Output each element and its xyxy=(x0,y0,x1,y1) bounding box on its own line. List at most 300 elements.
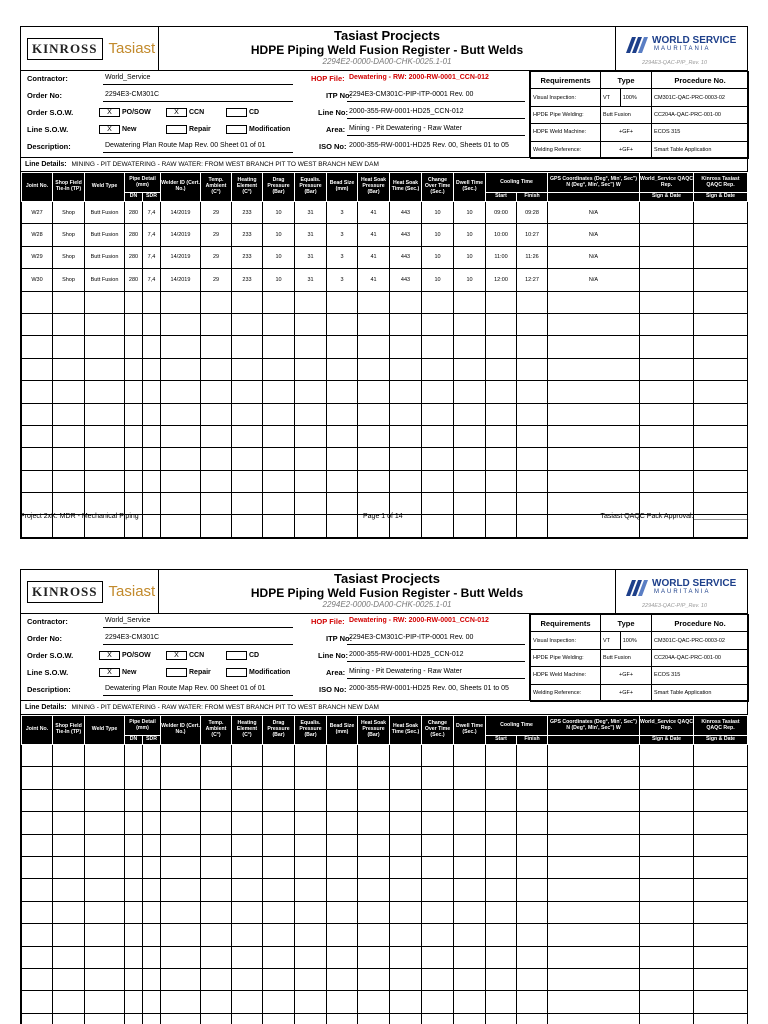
table-cell[interactable] xyxy=(232,901,263,923)
table-cell[interactable] xyxy=(454,856,486,878)
table-cell[interactable] xyxy=(517,968,548,990)
table-cell[interactable] xyxy=(548,470,640,492)
table-cell[interactable] xyxy=(85,470,125,492)
table-cell[interactable] xyxy=(201,946,232,968)
table-cell[interactable] xyxy=(390,470,422,492)
table-cell[interactable] xyxy=(232,946,263,968)
table-cell[interactable] xyxy=(53,879,85,901)
table-cell[interactable] xyxy=(640,425,694,447)
table-cell[interactable] xyxy=(53,856,85,878)
table-cell[interactable] xyxy=(454,901,486,923)
table-cell[interactable] xyxy=(548,493,640,515)
table-cell[interactable] xyxy=(390,968,422,990)
table-cell[interactable] xyxy=(85,381,125,403)
table-cell[interactable] xyxy=(358,856,390,878)
table-cell[interactable] xyxy=(640,789,694,811)
table-cell[interactable] xyxy=(263,470,295,492)
table-cell[interactable] xyxy=(125,291,143,313)
table-cell[interactable] xyxy=(358,381,390,403)
table-cell[interactable] xyxy=(694,381,748,403)
table-cell[interactable] xyxy=(694,493,748,515)
table-cell[interactable] xyxy=(85,745,125,767)
table-cell[interactable] xyxy=(390,789,422,811)
table-cell[interactable]: 41 xyxy=(358,246,390,268)
table-cell[interactable] xyxy=(22,403,53,425)
ccn-checkbox[interactable]: X xyxy=(166,651,187,660)
table-cell[interactable] xyxy=(390,924,422,946)
table-cell[interactable] xyxy=(454,968,486,990)
table-cell[interactable] xyxy=(327,493,358,515)
modification-checkbox[interactable] xyxy=(226,668,247,677)
table-cell[interactable] xyxy=(694,856,748,878)
table-cell[interactable] xyxy=(53,745,85,767)
table-cell[interactable] xyxy=(143,493,161,515)
table-cell[interactable] xyxy=(201,924,232,946)
table-cell[interactable] xyxy=(295,789,327,811)
table-cell[interactable] xyxy=(125,856,143,878)
table-cell[interactable] xyxy=(85,767,125,789)
table-cell[interactable] xyxy=(263,924,295,946)
table-cell[interactable] xyxy=(486,381,517,403)
table-cell[interactable] xyxy=(125,834,143,856)
table-cell[interactable] xyxy=(161,879,201,901)
table-cell[interactable] xyxy=(143,425,161,447)
table-cell[interactable] xyxy=(85,991,125,1013)
table-cell[interactable] xyxy=(640,879,694,901)
table-cell[interactable] xyxy=(143,336,161,358)
table-cell[interactable]: 443 xyxy=(390,246,422,268)
table-cell[interactable] xyxy=(295,470,327,492)
table-cell[interactable] xyxy=(201,812,232,834)
table-cell[interactable] xyxy=(85,924,125,946)
table-cell[interactable] xyxy=(390,403,422,425)
table-cell[interactable] xyxy=(486,403,517,425)
table-cell[interactable] xyxy=(22,336,53,358)
table-cell[interactable] xyxy=(85,879,125,901)
table-cell[interactable] xyxy=(694,336,748,358)
table-cell[interactable] xyxy=(327,1013,358,1024)
table-cell[interactable] xyxy=(694,448,748,470)
table-cell[interactable] xyxy=(201,968,232,990)
table-cell[interactable] xyxy=(53,291,85,313)
table-cell[interactable] xyxy=(22,1013,53,1024)
table-cell[interactable] xyxy=(390,879,422,901)
table-cell[interactable] xyxy=(548,448,640,470)
table-cell[interactable] xyxy=(694,879,748,901)
table-cell[interactable] xyxy=(263,1013,295,1024)
table-cell[interactable] xyxy=(53,946,85,968)
table-cell[interactable] xyxy=(486,812,517,834)
table-cell[interactable]: 10 xyxy=(454,269,486,291)
table-cell[interactable] xyxy=(454,812,486,834)
table-cell[interactable] xyxy=(640,224,694,246)
table-cell[interactable] xyxy=(517,812,548,834)
table-cell[interactable] xyxy=(454,313,486,335)
table-cell[interactable] xyxy=(422,493,454,515)
table-cell[interactable] xyxy=(232,291,263,313)
table-cell[interactable] xyxy=(53,313,85,335)
table-cell[interactable] xyxy=(143,879,161,901)
table-cell[interactable] xyxy=(263,291,295,313)
table-cell[interactable] xyxy=(295,901,327,923)
table-cell[interactable] xyxy=(486,767,517,789)
table-cell[interactable]: 11:00 xyxy=(486,246,517,268)
table-cell[interactable] xyxy=(486,901,517,923)
table-cell[interactable] xyxy=(263,789,295,811)
table-cell[interactable]: 443 xyxy=(390,202,422,224)
table-cell[interactable]: 443 xyxy=(390,224,422,246)
table-cell[interactable] xyxy=(454,358,486,380)
table-cell[interactable] xyxy=(125,991,143,1013)
table-cell[interactable] xyxy=(640,493,694,515)
table-cell[interactable] xyxy=(161,448,201,470)
table-cell[interactable] xyxy=(161,336,201,358)
table-cell[interactable] xyxy=(161,991,201,1013)
table-cell[interactable] xyxy=(143,470,161,492)
table-cell[interactable]: 14/2019 xyxy=(161,246,201,268)
table-cell[interactable] xyxy=(85,336,125,358)
table-cell[interactable] xyxy=(53,924,85,946)
table-cell[interactable] xyxy=(53,448,85,470)
table-cell[interactable]: 31 xyxy=(295,246,327,268)
table-cell[interactable] xyxy=(486,991,517,1013)
table-cell[interactable] xyxy=(694,269,748,291)
table-cell[interactable] xyxy=(640,381,694,403)
table-cell[interactable] xyxy=(422,313,454,335)
table-cell[interactable] xyxy=(486,745,517,767)
table-cell[interactable] xyxy=(22,856,53,878)
table-cell[interactable] xyxy=(422,789,454,811)
table-cell[interactable] xyxy=(85,291,125,313)
table-cell[interactable] xyxy=(454,470,486,492)
table-cell[interactable] xyxy=(22,924,53,946)
table-cell[interactable] xyxy=(390,425,422,447)
table-cell[interactable] xyxy=(486,789,517,811)
table-cell[interactable] xyxy=(22,470,53,492)
table-cell[interactable]: Shop xyxy=(53,202,85,224)
table-cell[interactable] xyxy=(517,313,548,335)
table-cell[interactable] xyxy=(143,901,161,923)
table-cell[interactable] xyxy=(85,812,125,834)
table-cell[interactable] xyxy=(517,834,548,856)
table-cell[interactable]: 10 xyxy=(454,224,486,246)
table-cell[interactable] xyxy=(85,946,125,968)
table-cell[interactable] xyxy=(422,515,454,537)
table-cell[interactable] xyxy=(295,381,327,403)
table-cell[interactable] xyxy=(53,470,85,492)
table-cell[interactable] xyxy=(422,924,454,946)
table-cell[interactable] xyxy=(143,789,161,811)
table-cell[interactable] xyxy=(232,968,263,990)
table-cell[interactable] xyxy=(22,946,53,968)
table-cell[interactable] xyxy=(640,924,694,946)
table-cell[interactable] xyxy=(454,991,486,1013)
table-cell[interactable]: 10:27 xyxy=(517,224,548,246)
table-cell[interactable] xyxy=(22,901,53,923)
table-cell[interactable] xyxy=(161,789,201,811)
table-cell[interactable] xyxy=(548,358,640,380)
table-cell[interactable] xyxy=(143,403,161,425)
table-cell[interactable] xyxy=(358,358,390,380)
table-cell[interactable] xyxy=(143,946,161,968)
table-cell[interactable] xyxy=(548,313,640,335)
table-cell[interactable] xyxy=(548,834,640,856)
table-cell[interactable]: 29 xyxy=(201,202,232,224)
table-cell[interactable] xyxy=(486,834,517,856)
table-cell[interactable] xyxy=(263,879,295,901)
table-cell[interactable] xyxy=(640,834,694,856)
table-cell[interactable] xyxy=(143,767,161,789)
table-cell[interactable]: 233 xyxy=(232,246,263,268)
table-cell[interactable] xyxy=(694,924,748,946)
table-cell[interactable] xyxy=(454,879,486,901)
table-cell[interactable] xyxy=(161,924,201,946)
table-cell[interactable] xyxy=(640,946,694,968)
table-cell[interactable] xyxy=(640,812,694,834)
table-cell[interactable]: N/A xyxy=(548,224,640,246)
table-cell[interactable] xyxy=(125,493,143,515)
table-cell[interactable] xyxy=(454,291,486,313)
table-cell[interactable] xyxy=(517,789,548,811)
table-cell[interactable] xyxy=(454,745,486,767)
table-cell[interactable] xyxy=(390,1013,422,1024)
table-cell[interactable] xyxy=(232,767,263,789)
table-cell[interactable] xyxy=(640,1013,694,1024)
table-cell[interactable] xyxy=(22,789,53,811)
table-cell[interactable] xyxy=(486,313,517,335)
repair-checkbox[interactable] xyxy=(166,125,187,134)
table-cell[interactable] xyxy=(53,493,85,515)
table-cell[interactable]: 12:27 xyxy=(517,269,548,291)
table-cell[interactable] xyxy=(486,856,517,878)
table-cell[interactable] xyxy=(327,879,358,901)
table-cell[interactable]: Butt Fusion xyxy=(85,269,125,291)
table-cell[interactable] xyxy=(201,1013,232,1024)
table-cell[interactable] xyxy=(548,789,640,811)
table-cell[interactable] xyxy=(454,448,486,470)
table-cell[interactable] xyxy=(694,745,748,767)
table-cell[interactable] xyxy=(548,425,640,447)
table-cell[interactable] xyxy=(486,1013,517,1024)
table-cell[interactable]: 3 xyxy=(327,269,358,291)
table-cell[interactable] xyxy=(358,789,390,811)
table-cell[interactable] xyxy=(358,493,390,515)
table-cell[interactable]: 10 xyxy=(422,202,454,224)
table-cell[interactable] xyxy=(263,901,295,923)
table-cell[interactable] xyxy=(295,812,327,834)
table-cell[interactable]: 233 xyxy=(232,269,263,291)
table-cell[interactable] xyxy=(161,358,201,380)
table-cell[interactable] xyxy=(161,767,201,789)
table-cell[interactable] xyxy=(358,946,390,968)
table-cell[interactable]: 280 xyxy=(125,202,143,224)
table-cell[interactable] xyxy=(125,879,143,901)
table-cell[interactable] xyxy=(422,991,454,1013)
table-cell[interactable]: Butt Fusion xyxy=(85,202,125,224)
table-cell[interactable] xyxy=(390,767,422,789)
table-cell[interactable] xyxy=(454,1013,486,1024)
table-cell[interactable] xyxy=(232,425,263,447)
table-cell[interactable] xyxy=(125,812,143,834)
table-cell[interactable]: 09:28 xyxy=(517,202,548,224)
table-cell[interactable]: Butt Fusion xyxy=(85,246,125,268)
table-cell[interactable] xyxy=(358,834,390,856)
table-cell[interactable] xyxy=(548,901,640,923)
table-cell[interactable] xyxy=(640,202,694,224)
table-cell[interactable] xyxy=(263,515,295,537)
table-cell[interactable] xyxy=(358,879,390,901)
table-cell[interactable] xyxy=(22,425,53,447)
table-cell[interactable] xyxy=(390,358,422,380)
table-cell[interactable]: 7,4 xyxy=(143,202,161,224)
table-cell[interactable]: 11:26 xyxy=(517,246,548,268)
table-cell[interactable] xyxy=(22,745,53,767)
table-cell[interactable] xyxy=(53,358,85,380)
table-cell[interactable] xyxy=(161,515,201,537)
table-cell[interactable] xyxy=(125,924,143,946)
table-cell[interactable] xyxy=(143,313,161,335)
table-cell[interactable] xyxy=(454,515,486,537)
table-cell[interactable] xyxy=(694,789,748,811)
table-cell[interactable] xyxy=(358,901,390,923)
table-cell[interactable] xyxy=(232,336,263,358)
table-cell[interactable] xyxy=(694,224,748,246)
table-cell[interactable] xyxy=(125,1013,143,1024)
table-cell[interactable] xyxy=(640,358,694,380)
table-cell[interactable]: W27 xyxy=(22,202,53,224)
table-cell[interactable] xyxy=(422,358,454,380)
table-cell[interactable] xyxy=(161,946,201,968)
table-cell[interactable] xyxy=(390,834,422,856)
table-cell[interactable] xyxy=(263,968,295,990)
table-cell[interactable] xyxy=(85,493,125,515)
table-cell[interactable]: 10 xyxy=(454,246,486,268)
table-cell[interactable] xyxy=(327,856,358,878)
table-cell[interactable] xyxy=(640,291,694,313)
table-cell[interactable] xyxy=(295,767,327,789)
table-cell[interactable] xyxy=(232,924,263,946)
table-cell[interactable]: N/A xyxy=(548,246,640,268)
table-cell[interactable] xyxy=(295,313,327,335)
table-cell[interactable]: 10:00 xyxy=(486,224,517,246)
table-cell[interactable]: 31 xyxy=(295,224,327,246)
table-cell[interactable] xyxy=(358,425,390,447)
table-cell[interactable] xyxy=(295,493,327,515)
table-cell[interactable] xyxy=(201,336,232,358)
table-cell[interactable] xyxy=(22,291,53,313)
table-cell[interactable] xyxy=(548,946,640,968)
table-cell[interactable]: W30 xyxy=(22,269,53,291)
table-cell[interactable] xyxy=(422,968,454,990)
table-cell[interactable] xyxy=(232,1013,263,1024)
table-cell[interactable] xyxy=(640,856,694,878)
table-cell[interactable]: 10 xyxy=(263,202,295,224)
table-cell[interactable] xyxy=(295,1013,327,1024)
table-cell[interactable] xyxy=(22,448,53,470)
table-cell[interactable] xyxy=(22,812,53,834)
table-cell[interactable] xyxy=(143,448,161,470)
table-cell[interactable] xyxy=(640,470,694,492)
table-cell[interactable] xyxy=(125,470,143,492)
table-cell[interactable] xyxy=(486,515,517,537)
table-cell[interactable] xyxy=(390,991,422,1013)
table-cell[interactable] xyxy=(232,381,263,403)
table-cell[interactable] xyxy=(85,1013,125,1024)
table-cell[interactable] xyxy=(201,291,232,313)
table-cell[interactable] xyxy=(201,745,232,767)
table-cell[interactable] xyxy=(517,515,548,537)
table-cell[interactable]: 3 xyxy=(327,246,358,268)
table-cell[interactable]: 7,4 xyxy=(143,246,161,268)
table-cell[interactable]: W29 xyxy=(22,246,53,268)
table-cell[interactable]: 14/2019 xyxy=(161,269,201,291)
table-cell[interactable] xyxy=(53,968,85,990)
table-cell[interactable] xyxy=(454,381,486,403)
table-cell[interactable] xyxy=(161,470,201,492)
new-checkbox[interactable]: X xyxy=(99,668,120,677)
table-cell[interactable] xyxy=(640,991,694,1013)
table-cell[interactable] xyxy=(143,291,161,313)
table-cell[interactable] xyxy=(486,879,517,901)
table-cell[interactable] xyxy=(143,834,161,856)
table-cell[interactable] xyxy=(143,856,161,878)
table-cell[interactable] xyxy=(125,745,143,767)
table-cell[interactable] xyxy=(22,968,53,990)
table-cell[interactable] xyxy=(53,789,85,811)
table-cell[interactable] xyxy=(517,745,548,767)
table-cell[interactable]: 10 xyxy=(263,269,295,291)
table-cell[interactable] xyxy=(22,358,53,380)
table-cell[interactable]: Shop xyxy=(53,269,85,291)
cd-checkbox[interactable] xyxy=(226,108,247,117)
table-cell[interactable] xyxy=(517,991,548,1013)
table-cell[interactable] xyxy=(422,946,454,968)
table-cell[interactable] xyxy=(125,336,143,358)
table-cell[interactable] xyxy=(295,879,327,901)
table-cell[interactable] xyxy=(263,425,295,447)
table-cell[interactable] xyxy=(232,313,263,335)
table-cell[interactable] xyxy=(358,767,390,789)
table-cell[interactable] xyxy=(201,991,232,1013)
table-cell[interactable] xyxy=(358,403,390,425)
table-cell[interactable]: 29 xyxy=(201,224,232,246)
table-cell[interactable] xyxy=(295,946,327,968)
table-cell[interactable]: 10 xyxy=(454,202,486,224)
table-cell[interactable]: 29 xyxy=(201,246,232,268)
table-cell[interactable] xyxy=(640,313,694,335)
table-cell[interactable] xyxy=(125,448,143,470)
table-cell[interactable] xyxy=(263,946,295,968)
table-cell[interactable] xyxy=(232,991,263,1013)
table-cell[interactable] xyxy=(143,1013,161,1024)
table-cell[interactable] xyxy=(327,448,358,470)
table-cell[interactable] xyxy=(161,834,201,856)
table-cell[interactable] xyxy=(517,901,548,923)
table-cell[interactable] xyxy=(327,812,358,834)
table-cell[interactable] xyxy=(694,767,748,789)
table-cell[interactable] xyxy=(422,879,454,901)
table-cell[interactable] xyxy=(358,812,390,834)
po-sow-checkbox[interactable]: X xyxy=(99,651,120,660)
table-cell[interactable] xyxy=(22,313,53,335)
table-cell[interactable] xyxy=(263,745,295,767)
table-cell[interactable] xyxy=(548,968,640,990)
table-cell[interactable] xyxy=(517,879,548,901)
table-cell[interactable] xyxy=(53,812,85,834)
table-cell[interactable] xyxy=(358,336,390,358)
table-cell[interactable] xyxy=(517,336,548,358)
table-cell[interactable] xyxy=(694,403,748,425)
